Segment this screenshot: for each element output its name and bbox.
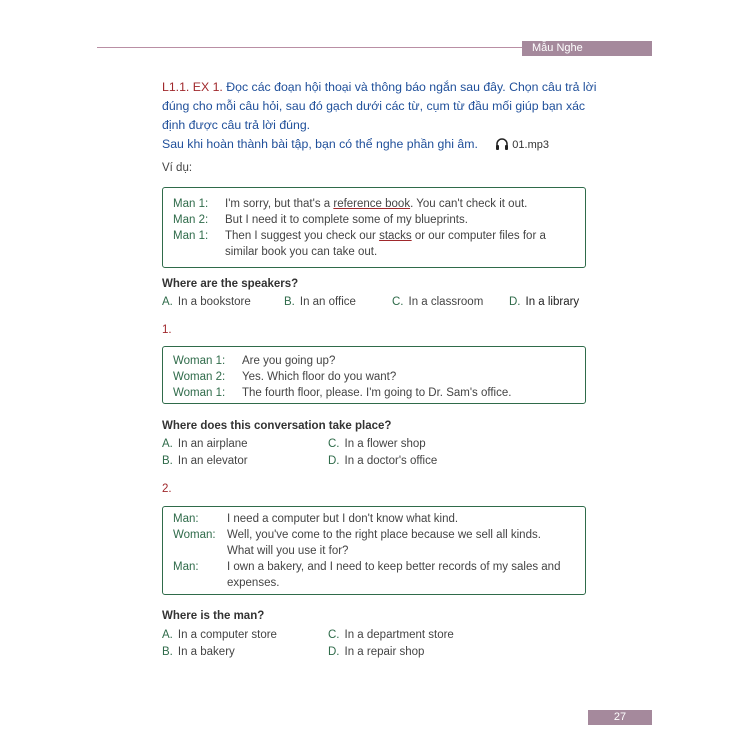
dialogue-text: Well, you've come to the right place because we sell all kinds. <box>227 529 541 541</box>
underlined-keyword: reference book <box>333 198 411 210</box>
answer-option[interactable]: A. In an airplane <box>162 438 248 450</box>
listen-text: Sau khi hoàn thành bài tập, bạn có thể nghe phần ghi âm. <box>162 137 478 151</box>
dialogue-text: similar book you can take out. <box>225 246 378 258</box>
dialogue-text: I own a bakery, and I need to keep better records of my sales and <box>227 561 561 573</box>
dialogue-text: I'm sorry, but that's a reference book. You can't check it out. <box>225 198 528 210</box>
answer-option[interactable]: B. In a bakery <box>162 646 235 658</box>
page-number: 27 <box>588 710 652 725</box>
answer-option[interactable]: A. In a bookstore <box>162 296 251 308</box>
headphones-icon <box>495 137 509 151</box>
answer-option[interactable]: C. In a classroom <box>392 296 484 308</box>
example-question: Where are the speakers? <box>162 278 299 290</box>
listen-line <box>162 137 549 151</box>
q2-question: Where is the man? <box>162 610 265 622</box>
dialogue-text: Then I suggest you check our stacks or our computer files for a <box>225 230 546 242</box>
dialogue-text: Yes. Which floor do you want? <box>242 371 397 383</box>
dialogue-text: Are you going up? <box>242 355 336 367</box>
dialogue-text: expenses. <box>227 577 280 589</box>
example-dialogue-box <box>162 187 586 268</box>
underlined-keyword: stacks <box>379 230 412 242</box>
q1-question: Where does this conversation take place? <box>162 420 392 432</box>
speaker-label: Man: <box>173 561 199 573</box>
section-tab: Mẫu Nghe <box>522 41 652 56</box>
speaker-label: Woman 1: <box>173 355 226 367</box>
speaker-label: Man 1: <box>173 198 209 210</box>
answer-option[interactable]: D. In a doctor's office <box>328 455 438 467</box>
instruction-paragraph <box>162 78 602 135</box>
exercise-code: L1.1. EX 1. <box>162 80 223 94</box>
answer-option[interactable]: B. In an elevator <box>162 455 248 467</box>
dialogue-text: What will you use it for? <box>227 545 349 557</box>
q1-dialogue-box <box>162 346 586 404</box>
dialogue-text: The fourth floor, please. I'm going to Dr. Sam's office. <box>242 387 512 399</box>
dialogue-text: But I need it to complete some of my blueprints. <box>225 214 468 226</box>
speaker-label: Man 1: <box>173 230 209 242</box>
question-number: 1. <box>162 324 172 336</box>
dialogue-text: I need a computer but I don't know what kind. <box>227 513 459 525</box>
example-label: Ví dụ: <box>162 162 193 174</box>
answer-option[interactable]: C. In a department store <box>328 629 454 641</box>
answer-option[interactable]: B. In an office <box>284 296 356 308</box>
speaker-label: Man: <box>173 513 199 525</box>
q2-dialogue-box <box>162 506 586 595</box>
answer-option-correct[interactable]: D. In a library <box>509 296 580 308</box>
answer-option[interactable]: D. In a repair shop <box>328 646 425 658</box>
instruction-text: Đọc các đoạn hội thoại và thông báo ngắn sau đây. Chọn câu trả lời đúng cho mỗi câu hỏi, sau đó gạch dưới các từ, cụm từ đầu mối giúp bạn xác định được câu trả lời đúng. <box>162 80 597 132</box>
speaker-label: Woman 2: <box>173 371 226 383</box>
answer-option[interactable]: C. In a flower shop <box>328 438 426 450</box>
question-number: 2. <box>162 483 172 495</box>
header-rule <box>97 47 530 48</box>
answer-option[interactable]: A. In a computer store <box>162 629 277 641</box>
speaker-label: Woman 1: <box>173 387 226 399</box>
speaker-label: Woman: <box>173 529 216 541</box>
audio-file-label[interactable]: 01.mp3 <box>512 139 549 151</box>
speaker-label: Man 2: <box>173 214 209 226</box>
